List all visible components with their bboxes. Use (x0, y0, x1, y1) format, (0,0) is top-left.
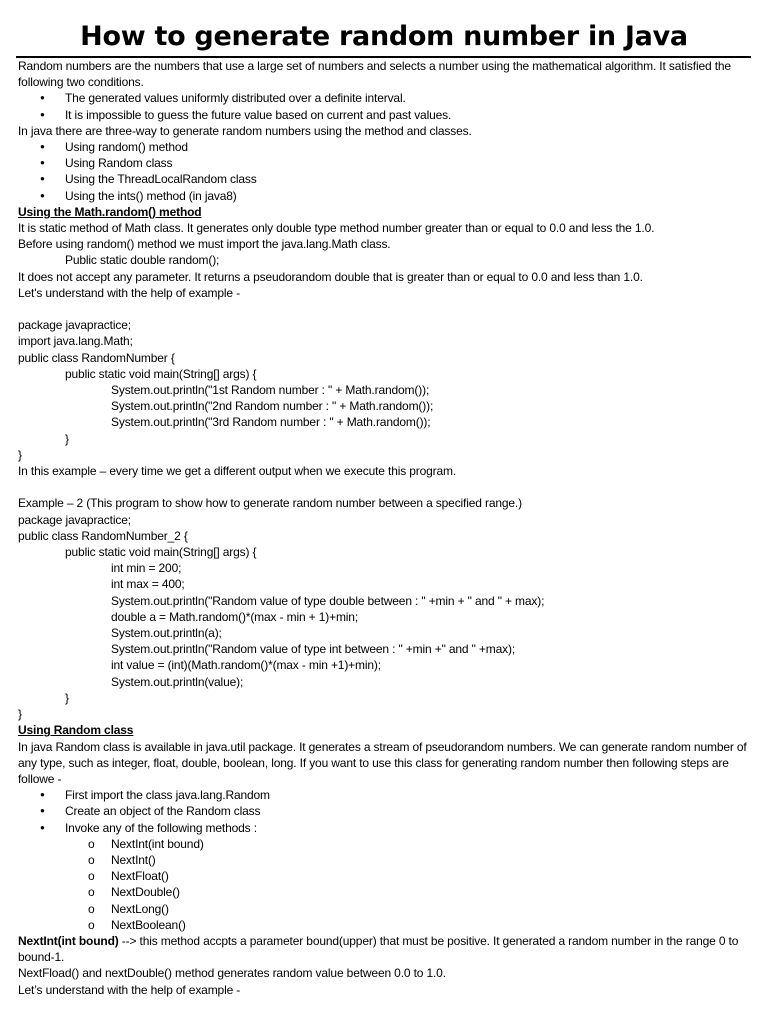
code-line: public static void main(String[] args) { (65, 366, 257, 381)
list-item: o NextInt(int bound) (18, 836, 748, 852)
code-line: } (18, 707, 22, 722)
code-line: int max = 400; (111, 577, 185, 592)
paragraph: In java Random class is available in java.util package. It generates a stream of pseudorandom numbers. We can generate random number of any type, such as integer, float, double, boolean, long. If you want to use this class for generating random number then following steps are followe - (18, 739, 747, 786)
spacer (18, 479, 748, 495)
list-item: ● Invoke any of the following methods : (18, 820, 748, 836)
nextint-term: NextInt(int bound) (18, 933, 119, 948)
method-signature: Public static double random(); (65, 253, 220, 268)
math-random-heading: Using the Math.random() method (18, 204, 202, 219)
spacer (18, 301, 748, 317)
code-line: } (18, 447, 22, 462)
list-item: ● The generated values uniformly distributed over a definite interval. (18, 90, 748, 106)
intro-paragraph: Random numbers are the numbers that use a large set of numbers and selects a number using the mathematical algorithm. It satisfied the following two conditions. (18, 59, 731, 90)
paragraph: It is static method of Math class. It generates only double type method number greater than or equal to 0.0 and less the 1.0. (18, 221, 655, 236)
paragraph: Let’s understand with the help of example - (18, 982, 241, 997)
code-line: } (65, 431, 69, 446)
code-line: System.out.println("3rd Random number : " + Math.random()); (111, 415, 431, 430)
list-item: o NextDouble() (18, 884, 748, 900)
list-item: ● Using the ints() method (in java8) (18, 188, 748, 204)
page-title: How to generate random number in Java (80, 21, 688, 52)
list-item: o NextLong() (18, 901, 748, 917)
nextint-description (18, 933, 748, 965)
paragraph: Let's understand with the help of example - (18, 285, 240, 300)
code-line: import java.lang.Math; (18, 334, 133, 349)
conditions-list (18, 90, 748, 122)
code-line: System.out.println("2nd Random number : " + Math.random()); (111, 399, 434, 414)
example-note: In this example – every time we get a different output when we execute this program. (18, 464, 457, 479)
nextint-text: --> this method accpts a parameter bound(upper) that must be positive. It generated a random number in the range 0 to bound-1. (18, 933, 739, 965)
code-line: int value = (int)(Math.random()*(max - min +1)+min); (111, 658, 381, 673)
code-example-2 (18, 512, 748, 723)
code-line: public class RandomNumber { (18, 350, 175, 365)
list-item: o NextBoolean() (18, 917, 748, 933)
random-class-heading: Using Random class (18, 723, 134, 738)
code-line: package javapractice; (18, 318, 131, 333)
code-line: double a = Math.random()*(max - min + 1)+min; (111, 609, 359, 624)
paragraph: It does not accept any parameter. It returns a pseudorandom double that is greater than or equal to 0.0 and less than 1.0. (18, 269, 643, 284)
steps-list (18, 787, 748, 836)
list-item: ● Using the ThreadLocalRandom class (18, 171, 748, 187)
list-item: ● First import the class java.lang.Random (18, 787, 748, 803)
code-line: System.out.println("1st Random number : " + Math.random()); (111, 383, 430, 398)
paragraph: Before using random() method we must import the java.lang.Math class. (18, 237, 391, 252)
code-line: int min = 200; (111, 561, 182, 576)
list-item: o NextFloat() (18, 868, 748, 884)
code-line: } (65, 690, 69, 705)
code-line: System.out.println(value); (111, 674, 244, 689)
code-line: System.out.println("Random value of type int between : " +min +" and " +max); (111, 642, 516, 657)
ways-list (18, 139, 748, 204)
code-example-1 (18, 317, 748, 463)
list-item: ● It is impossible to guess the future value based on current and past values. (18, 107, 748, 123)
list-item: o NextInt() (18, 852, 748, 868)
code-line: System.out.println("Random value of type double between : " +min + " and " + max); (111, 593, 545, 608)
ways-intro: In java there are three-way to generate random numbers using the method and classes. (18, 123, 472, 138)
code-line: public static void main(String[] args) { (65, 545, 257, 560)
document-body (18, 58, 748, 998)
list-item: ● Using random() method (18, 139, 748, 155)
code-line: public class RandomNumber_2 { (18, 528, 188, 543)
paragraph: NextFload() and nextDouble() method generates random value between 0.0 to 1.0. (18, 966, 446, 981)
example-2-heading: Example – 2 (This program to show how to generate random number between a specified range.) (18, 496, 522, 511)
list-item: ● Using Random class (18, 155, 748, 171)
code-line: System.out.println(a); (111, 626, 222, 641)
methods-list (18, 836, 748, 933)
code-line: package javapractice; (18, 512, 131, 527)
list-item: ● Create an object of the Random class (18, 803, 748, 819)
